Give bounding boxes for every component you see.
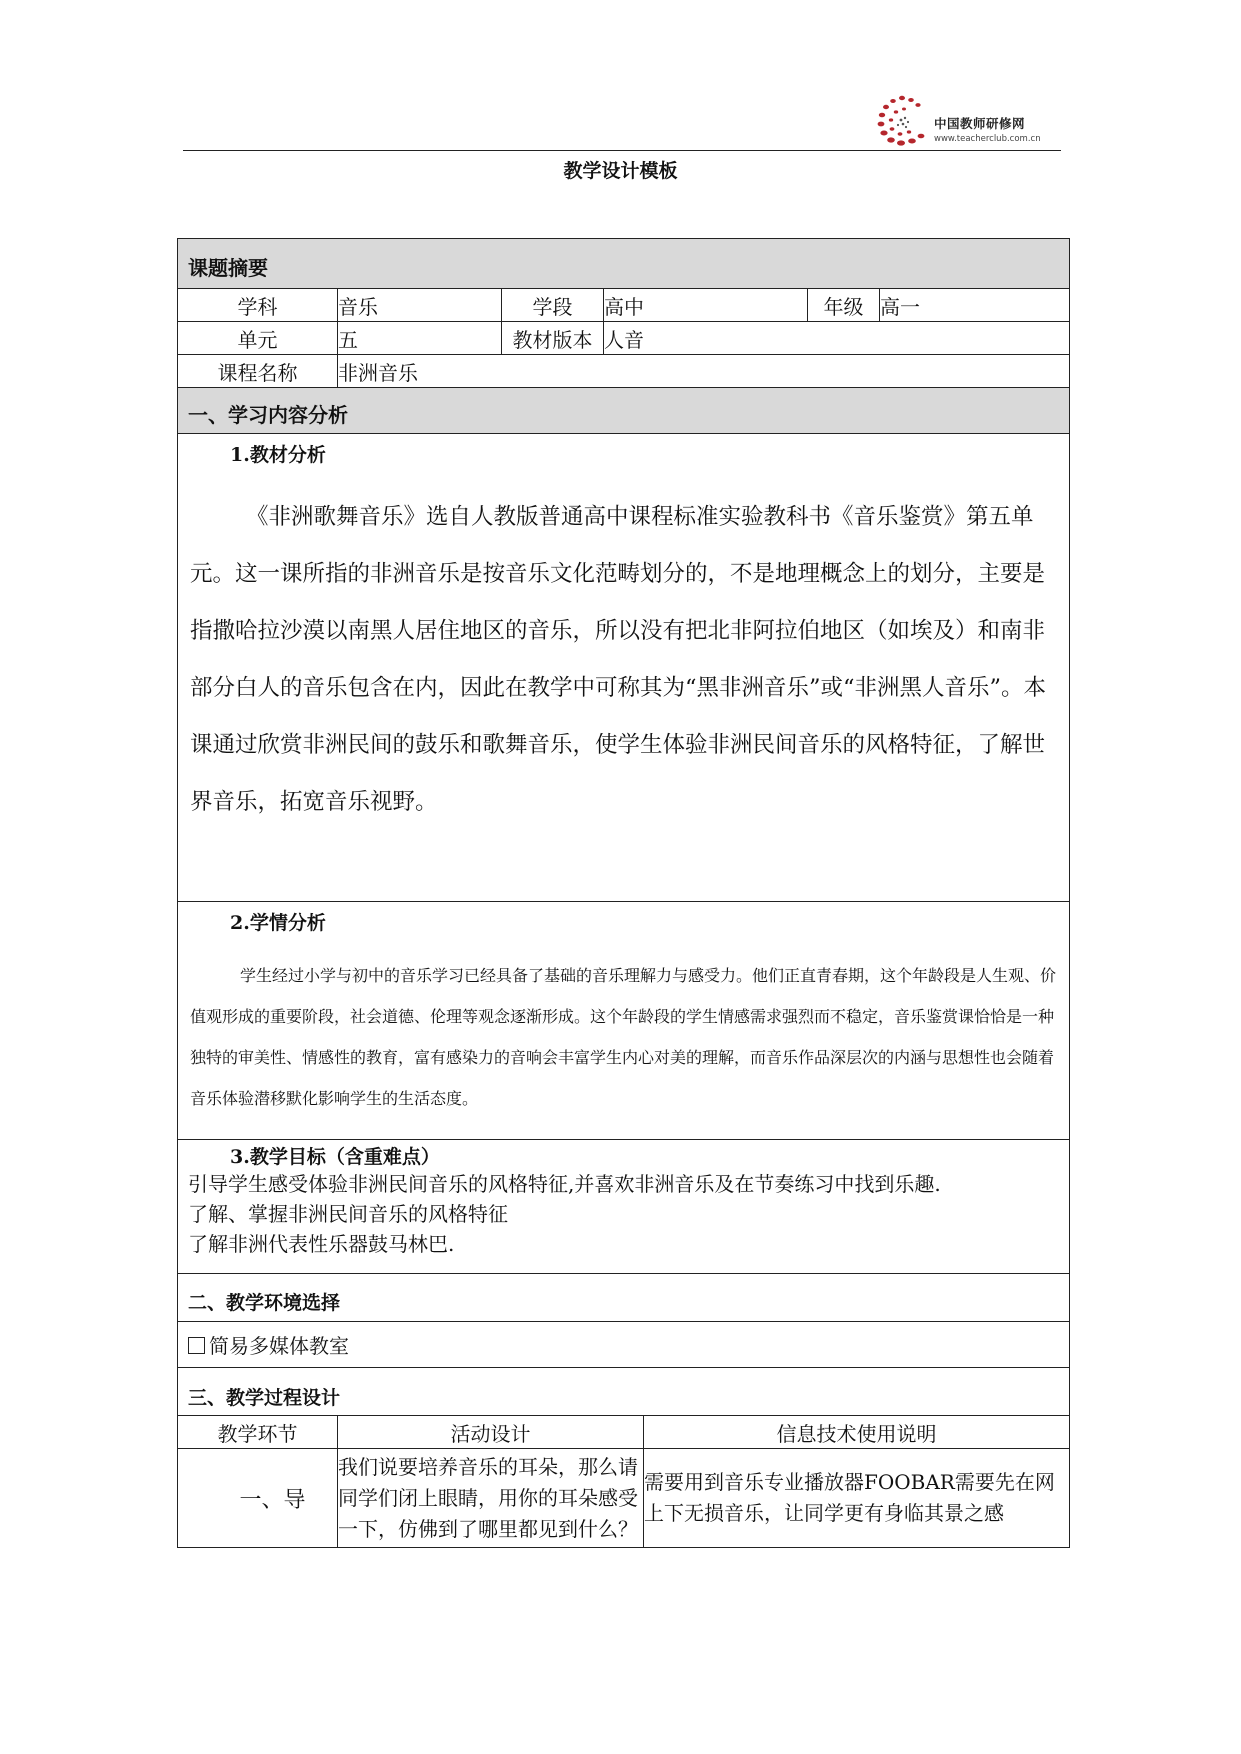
goal-item-1: 引导学生感受体验非洲民间音乐的风格特征,并喜欢非洲音乐及在节奏练习中找到乐趣. bbox=[188, 1172, 941, 1196]
edition-value: 人音 bbox=[604, 322, 1070, 355]
unit-label: 单元 bbox=[178, 322, 338, 355]
stage-label: 学段 bbox=[502, 289, 604, 322]
edition-label: 教材版本 bbox=[502, 322, 604, 355]
student-analysis-text: 学生经过小学与初中的音乐学习已经具备了基础的音乐理解力与感受力。他们正直青春期，这个年龄段是人生观、价值观形成的重要阶段，社会道德、伦理等观念逐渐形成。这个年龄段的学生情感需求强烈而不稳定，音乐鉴赏课恰恰是一种独特的审美性、情感性的教育，富有感染力的音响会丰富学生内心对美的理解，而音乐作品深层次的内涵与思想性也会随着音乐体验潜移默化影响学生的生活态度。 bbox=[190, 966, 1057, 1108]
grade-value: 高一 bbox=[880, 289, 1070, 322]
logo-name: 中国教师研修网 bbox=[934, 116, 1026, 131]
student-analysis-cell bbox=[178, 902, 1070, 1140]
process-row-tech: 需要用到音乐专业播放器FOOBAR需要先在网上下无损音乐，让同学更有身临其景之感 bbox=[644, 1449, 1070, 1548]
grade-label: 年级 bbox=[808, 289, 880, 322]
goal-item-2: 了解、掌握非洲民间音乐的风格特征 bbox=[188, 1202, 508, 1226]
section-process-heading: 三、教学过程设计 bbox=[178, 1368, 1070, 1416]
section-environment-heading: 二、教学环境选择 bbox=[178, 1274, 1070, 1322]
logo-swirl-icon bbox=[874, 92, 934, 148]
textbook-analysis-text: 《非洲歌舞音乐》选自人教版普通高中课程标准实验教科书《音乐鉴赏》第五单元。这一课所指的非洲音乐是按音乐文化范畴划分的，不是地理概念上的划分，主要是指撒哈拉沙漠以南黑人居住地区的音乐，所以没有把北非阿拉伯地区（如埃及）和南非部分白人的音乐包含在内，因此在教学中可称其为“黑非洲音乐”或“非洲黑人音乐”。本课通过欣赏非洲民间的鼓乐和歌舞音乐，使学生体验非洲民间音乐的风格特征，了解世界音乐，拓宽音乐视野。 bbox=[190, 504, 1047, 815]
textbook-analysis-cell bbox=[178, 434, 1070, 902]
checkbox-icon bbox=[188, 1337, 205, 1354]
col-header-stage: 教学环节 bbox=[178, 1416, 338, 1449]
header-logo bbox=[874, 92, 1064, 148]
course-name-value: 非洲音乐 bbox=[338, 355, 1070, 388]
document-title: 教学设计模板 bbox=[563, 160, 678, 182]
subject-value: 音乐 bbox=[338, 289, 502, 322]
process-row-activity: 我们说要培养音乐的耳朵，那么请同学们闭上眼睛，用你的耳朵感受一下，仿佛到了哪里都见到什么？ bbox=[338, 1449, 644, 1548]
col-header-tech: 信息技术使用说明 bbox=[644, 1416, 1070, 1449]
unit-value: 五 bbox=[338, 322, 502, 355]
col-header-activity: 活动设计 bbox=[338, 1416, 644, 1449]
section-content-analysis-heading: 一、学习内容分析 bbox=[178, 388, 1070, 434]
subject-label: 学科 bbox=[178, 289, 338, 322]
student-analysis-title: 2.学情分析 bbox=[230, 912, 326, 934]
logo-url: www.teacherclub.com.cn bbox=[934, 134, 1041, 144]
lesson-design-table bbox=[177, 238, 1070, 1548]
teaching-goals-title: 3.教学目标（含重难点） bbox=[230, 1146, 440, 1168]
section-summary-heading: 课题摘要 bbox=[178, 239, 1070, 289]
course-name-label: 课程名称 bbox=[178, 355, 338, 388]
teaching-goals-cell bbox=[178, 1140, 1070, 1274]
header-divider bbox=[183, 150, 1061, 151]
environment-option-label: 简易多媒体教室 bbox=[209, 1334, 349, 1358]
environment-option bbox=[178, 1322, 1070, 1368]
process-row-stage: 一、导 bbox=[178, 1449, 338, 1548]
stage-value: 高中 bbox=[604, 289, 808, 322]
textbook-analysis-title: 1.教材分析 bbox=[230, 444, 326, 466]
goal-item-3: 了解非洲代表性乐器鼓马林巴. bbox=[188, 1232, 455, 1256]
